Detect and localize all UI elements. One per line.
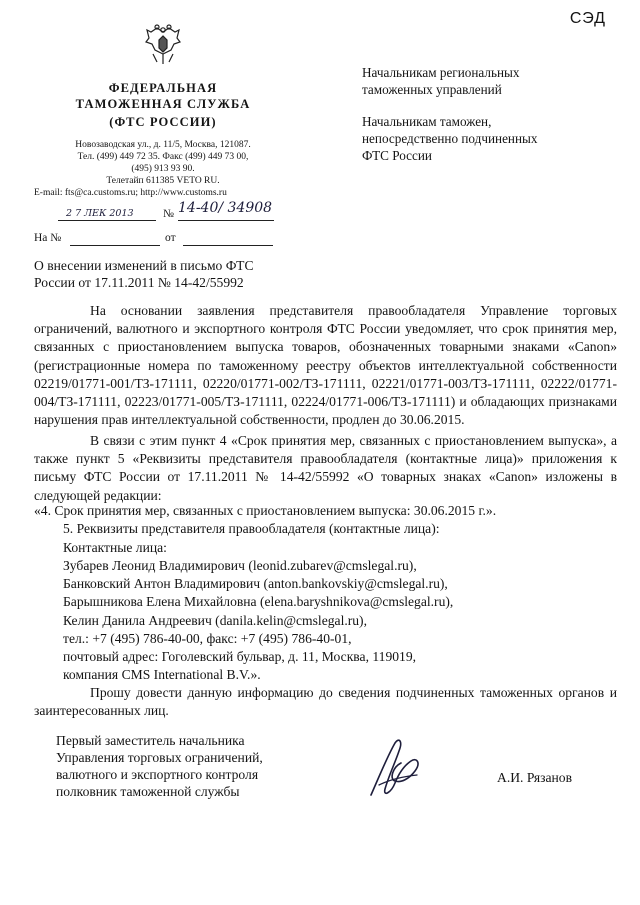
paragraph-1-text: На основании заявления представителя правообладателя Управление торговых ограничений, валютного и экспортного контроля ФТС России уведомляет, что срок принятия мер, связанных с приостановлением выпуска товаров, обозначенных товарными знаками «Canon» (регистрационные номера по таможенному реестру объектов интеллектуальной собственности 02219/01771-001/ТЗ-171111, 02220/01771-002/ТЗ-171111, 02221/01771-003/ТЗ-171111, 02222/01771-004/ТЗ-171111, 02223/01771-005/ТЗ-171111, 02224/01771-006/ТЗ-171111) и обладающих признаками нарушения прав интеллектуальной собственности, продлен до 30.06.2015.	[34, 303, 617, 428]
recipient-1-line1: Начальникам региональных	[362, 65, 520, 80]
subject	[34, 257, 334, 291]
recipient-1-line2: таможенных управлений	[362, 82, 502, 97]
contact-3: Барышникова Елена Михайловна (elena.baryshnikova@cmslegal.ru),	[63, 594, 454, 609]
position-line4: полковник таможенной службы	[56, 784, 240, 799]
position-line3: валютного и экспортного контроля	[56, 767, 259, 782]
ref-from-label: от	[165, 232, 176, 244]
handwritten-signature	[365, 737, 425, 803]
recipient-2-line3: ФТС России	[362, 148, 432, 163]
contact-1: Зубарев Леонид Владимирович (leonid.zubarev@cmslegal.ru),	[63, 558, 417, 573]
number-field	[178, 200, 274, 221]
contact-2: Банковский Антон Владимирович (anton.bankovskiy@cmslegal.ru),	[63, 576, 448, 591]
ref-date-line	[183, 231, 273, 246]
subject-line2: России от 17.11.2011 № 14-42/55992	[34, 275, 244, 290]
quote-item-4: «4. Срок принятия мер, связанных с приостановлением выпуска: 30.06.2015 г.».	[34, 503, 497, 518]
number-prefix: №	[163, 208, 174, 220]
org-name-line3: (ФТС РОССИИ)	[109, 115, 217, 129]
body-paragraph-3	[34, 656, 617, 720]
recipient-2-line1: Начальникам таможен,	[362, 114, 492, 129]
signatory-position	[56, 732, 316, 800]
address-line2: Тел. (499) 449 72 35. Факс (499) 449 73 00,	[77, 152, 249, 162]
body-paragraph-2	[34, 432, 617, 505]
address-line1: Новозаводская ул., д. 11/5, Москва, 121087.	[75, 140, 251, 150]
position-line2: Управления торговых ограничений,	[56, 750, 263, 765]
quote-item-5: 5. Реквизиты представителя правообладателя (контактные лица):	[63, 521, 440, 536]
ref-label: На №	[34, 232, 62, 244]
paragraph-2-text: В связи с этим пункт 4 «Срок принятия мер, связанных с приостановлением выпуска», а также пункт 5 «Реквизиты представителя правообладателя (контактные лица)» приложения к письму ФТС России от 17.11.2011 № 14-42/55992 «О товарных знаках «Canon» изложены в следующей редакции:	[34, 433, 617, 503]
paragraph-3-text: Прошу довести данную информацию до сведения подчиненных таможенных органов и заинтересованных лиц.	[34, 685, 617, 719]
contact-address: почтовый адрес: Гоголевский бульвар, д. 11, Москва, 119019,	[63, 649, 417, 664]
email-line: E-mail: fts@ca.customs.ru; http://www.customs.ru	[34, 188, 227, 198]
address-line4: Телетайп 611385 VETO RU.	[106, 176, 220, 186]
signer-name: А.И. Рязанов	[497, 770, 573, 785]
ref-number-line	[70, 231, 160, 246]
coat-of-arms-emblem	[143, 24, 183, 68]
number-handwritten: 14-40/ 34908	[178, 200, 273, 216]
contact-phone: тел.: +7 (495) 786-40-00, факс: +7 (495) 786-40-01,	[63, 631, 352, 646]
body-paragraph-1	[34, 302, 617, 429]
date-field	[58, 206, 156, 221]
subject-line1: О внесении изменений в письмо ФТС	[34, 258, 254, 273]
position-line1: Первый заместитель начальника	[56, 733, 245, 748]
contact-4: Келин Данила Андреевич (danila.kelin@cmslegal.ru),	[63, 613, 367, 628]
sed-mark: СЭД	[569, 10, 606, 27]
contacts-heading: Контактные лица:	[63, 540, 167, 555]
date-handwritten: 2 7 ЛЕК 2013	[66, 208, 134, 219]
contact-company: компания CMS International B.V.».	[63, 667, 261, 682]
address-line3: (495) 913 93 90.	[131, 164, 195, 174]
org-name-line1: ФЕДЕРАЛЬНАЯ	[108, 81, 218, 95]
org-name-line2: ТАМОЖЕННАЯ СЛУЖБА	[75, 97, 251, 111]
recipient-2-line2: непосредственно подчиненных	[362, 131, 538, 146]
